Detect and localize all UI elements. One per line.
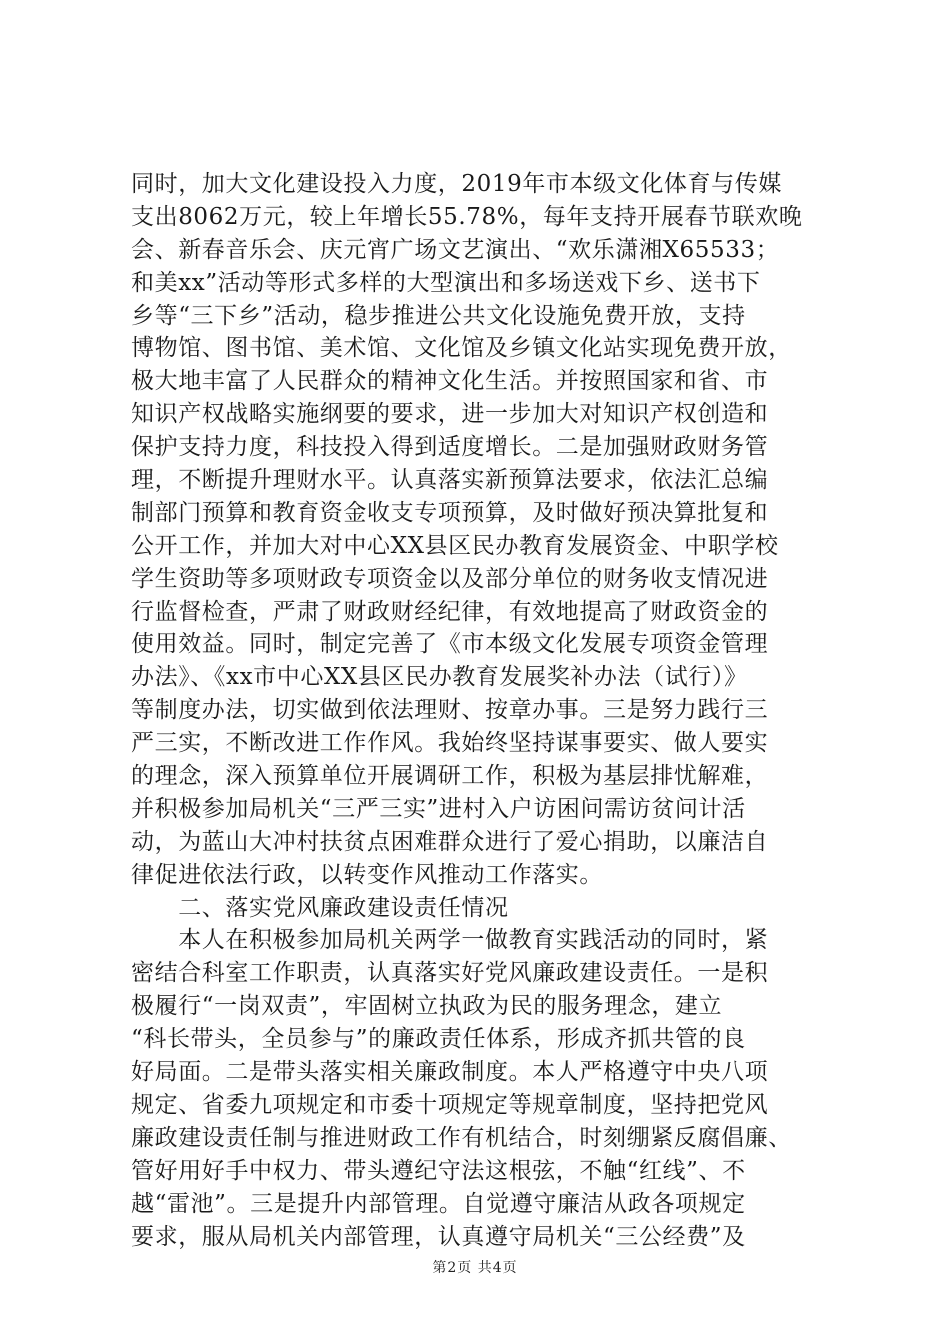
text-line: 乡等“三下乡”活动，稳步推进公共文化设施免费开放，支持 <box>131 302 746 329</box>
text-line: “科长带头，全员参与”的廉政责任体系，形成齐抓共管的良 <box>131 1026 746 1053</box>
text-line: 极履行“一岗双责”，牢固树立执政为民的服务理念，建立 <box>131 993 723 1020</box>
text-line: 极大地丰富了人民群众的精神文化生活。并按照国家和省、市 <box>131 368 769 395</box>
text-line: 办法》、《xx市中心XX县区民办教育发展奖补办法（试行）》 <box>131 664 748 691</box>
text-line: 学生资助等多项财政专项资金以及部分单位的财务收支情况进 <box>131 565 769 592</box>
text-line: 博物馆、图书馆、美术馆、文化馆及乡镇文化站实现免费开放， <box>131 335 792 362</box>
text-line: 的理念，深入预算单位开展调研工作，积极为基层排忧解难， <box>131 763 769 790</box>
text-line: 等制度办法，切实做到依法理财、按章办事。三是努力践行三 <box>131 697 769 724</box>
text-line: 要求，服从局机关内部管理，认真遵守局机关“三公经费”及 <box>131 1223 746 1250</box>
text-line: 和美xx”活动等形式多样的大型演出和多场送戏下乡、送书下 <box>131 269 761 296</box>
text-line: 制部门预算和教育资金收支专项预算，及时做好预决算批复和 <box>131 499 769 526</box>
text-line: 严三实，不断改进工作作风。我始终坚持谋事要实、做人要实 <box>131 730 769 757</box>
text-line: 知识产权战略实施纲要的要求，进一步加大对知识产权创造和 <box>131 401 769 428</box>
text-line: 管好用好手中权力、带头遵纪守法这根弦，不触“红线”、不 <box>131 1157 746 1184</box>
text-line: 同时，加大文化建设投入力度，2019年市本级文化体育与传媒 <box>131 171 782 197</box>
text-line: 越“雷池”。三是提升内部管理。自觉遵守廉洁从政各项规定 <box>131 1190 746 1217</box>
text-line: 支出8062万元，较上年增长55.78%，每年支持开展春节联欢晚 <box>131 203 803 230</box>
page-number: 第2页 共4页 <box>432 1260 518 1276</box>
text-line: 本人在积极参加局机关两学一做教育实践活动的同时，紧 <box>131 927 769 954</box>
text-line: 规定、省委九项规定和市委十项规定等规章制度，坚持把党风 <box>131 1091 769 1118</box>
text-line: 并积极参加局机关“三严三实”进村入户访困问需访贫问计活 <box>131 795 746 822</box>
text-line: 使用效益。同时，制定完善了《市本级文化发展专项资金管理 <box>131 631 769 658</box>
text-line: 会、新春音乐会、庆元宵广场文艺演出、“欢乐潇湘X65533； <box>131 236 780 263</box>
section-heading: 二、落实党风廉政建设责任情况 <box>131 894 509 921</box>
text-line: 动，为蓝山大冲村扶贫点困难群众进行了爱心捐助，以廉洁自 <box>131 828 769 855</box>
text-line: 行监督检查，严肃了财政财经纪律，有效地提高了财政资金的 <box>131 598 769 625</box>
text-line: 理，不断提升理财水平。认真落实新预算法要求，依法汇总编 <box>131 467 769 494</box>
text-line: 公开工作，并加大对中心XX县区民办教育发展资金、中职学校 <box>131 532 779 559</box>
text-line: 保护支持力度，科技投入得到适度增长。二是加强财政财务管 <box>131 434 769 461</box>
body-text <box>131 168 831 1253</box>
text-line: 好局面。二是带头落实相关廉政制度。本人严格遵守中央八项 <box>131 1059 769 1086</box>
text-line: 廉政建设责任制与推进财政工作有机结合，时刻绷紧反腐倡廉、 <box>131 1124 792 1151</box>
text-line: 密结合科室工作职责，认真落实好党风廉政建设责任。一是积 <box>131 960 769 987</box>
text-line: 律促进依法行政，以转变作风推动工作落实。 <box>131 861 603 888</box>
